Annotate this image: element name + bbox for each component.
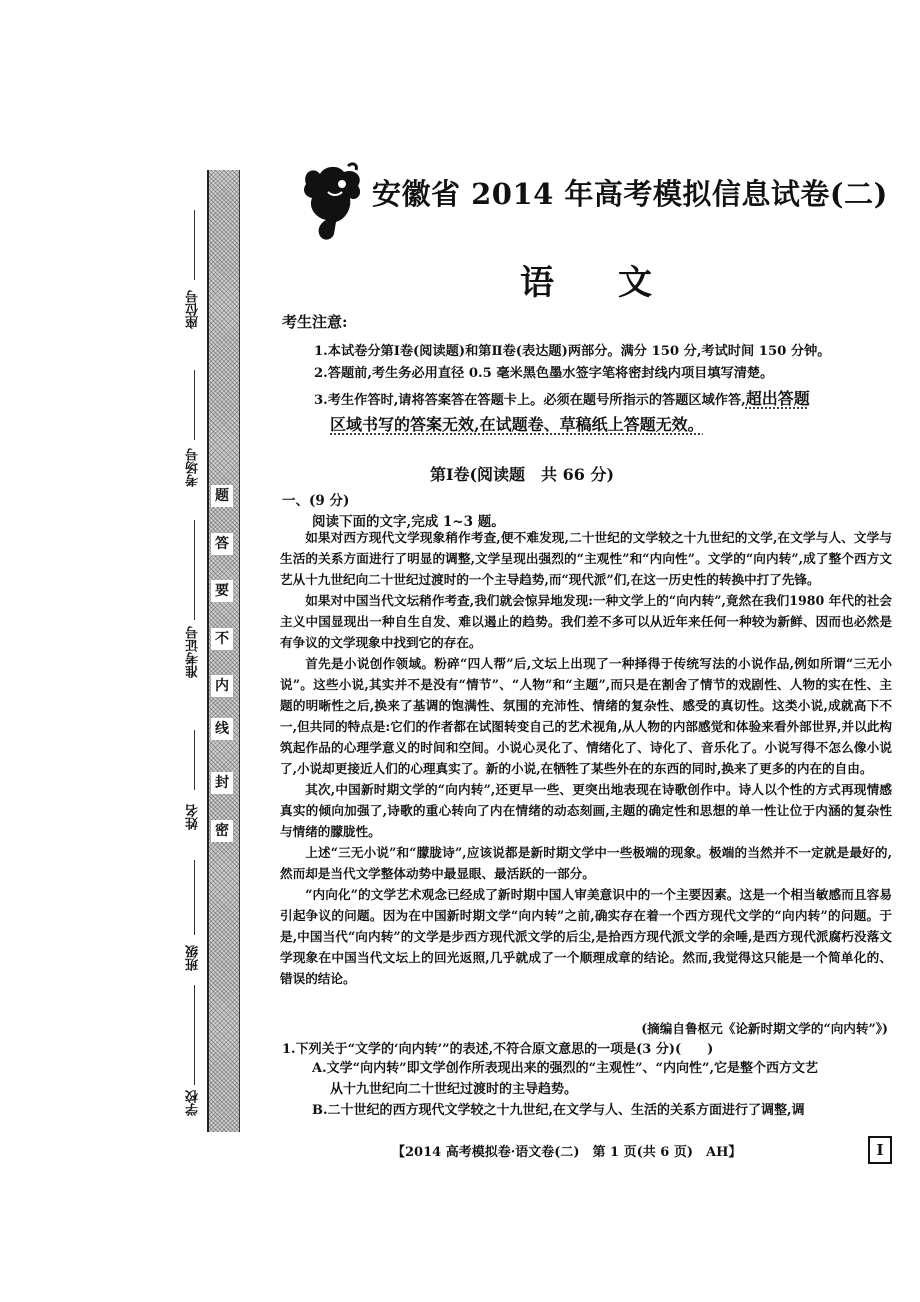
school-fill-line [194, 985, 195, 1085]
passage-paragraph: 其次,中国新时期文学的“向内转”,还更早一些、更突出地表现在诗歌创作中。诗人以个性的方式再现情感真实的倾向加强了,诗歌的重心转向了内在情绪的动态刻画,主题的确定性和思想的单一性让位于内涵的复杂性与情绪的朦胧性。 [280, 782, 892, 839]
seat-fill-line [194, 210, 195, 280]
name-label: 姓名 [186, 804, 201, 830]
option-a: A.文学“向内转”即文学创作所表现出来的强烈的“主观性”、“内向性”,它是整个西方文艺 [312, 1061, 819, 1076]
subject-title: 语文 [520, 263, 716, 303]
publisher-logo-icon [298, 162, 368, 244]
notice-item-text: 3.考生作答时,请将答案答在答题卡上。必须在题号所指示的答题区域作答, [314, 393, 746, 408]
reading-instruction: 阅读下面的文字,完成 1~3 题。 [312, 514, 505, 530]
exam-room-fill-line [194, 370, 195, 440]
seal-char: 答 [211, 533, 233, 555]
seal-char: 密 [211, 820, 233, 842]
notice-emphasis: 超出答题 [745, 389, 810, 408]
seal-char: 封 [211, 772, 233, 794]
admission-fill-line [194, 520, 195, 620]
passage-paragraph: 如果对西方现代文学现象稍作考查,便不难发现,二十世纪的文学较之十九世纪的文学,在文学与人、文学与生活的关系方面进行了明显的调整,文学呈现出强烈的“主观性”和“内向性”。文学的“向内转”,成了整个西方文艺从十九世纪向二十世纪过渡时的一个主导趋势,而“现代派”们,在这一历史性的转换中打了先锋。 [280, 530, 892, 587]
school-label: 学校 [186, 1090, 201, 1116]
passage-paragraph: 如果对中国当代文坛稍作考查,我们就会惊异地发现:一种文学上的“向内转”,竟然在我们1980 年代的社会主义中国显现出一种自生自发、难以遏止的趋势。我们差不多可以从近年来任何一种较为新鲜、因而也必然是有争议的文学现象中找到它的存在。 [280, 593, 892, 650]
passage-paragraph: “内向化”的文学艺术观念已经成了新时期中国人审美意识中的一个主要因素。这是一个相当敏感而且容易引起争议的问题。因为在中国新时期文学“向内转”之前,确实存在着一个西方现代文学的“向内转”的问题。于是,中国当代“向内转”的文学是步西方现代派文学的后尘,是拾西方现代派文学的余唾,是西方现代派腐朽没落文学现象在中国当代文坛上的回光返照,几乎就成了一个顺理成章的结论。然而,我觉得这只能是一个简单化的、错误的结论。 [280, 887, 892, 986]
question-stem: 1.下列关于“文学的‘向内转’”的表述,不符合原文意思的一项是(3 分)( ) [282, 1042, 714, 1057]
part-label: 一、(9 分) [282, 493, 350, 509]
name-fill-line [194, 730, 195, 790]
seal-char: 题 [211, 485, 233, 507]
option-a-continued: 从十九世纪向二十世纪过渡时的主导趋势。 [330, 1082, 578, 1097]
class-fill-line [194, 860, 195, 935]
exam-room-label: 考场号 [186, 448, 201, 487]
passage-paragraph: 首先是小说创作领域。粉碎“四人帮”后,文坛上出现了一种择得于传统写法的小说作品,例如所谓“三无小说”。这些小说,其实并不是没有“情节”、“人物”和“主题”,而只是在割舍了情节的戏剧性、人物的实在性、主题的明晰性之后,换来了基调的饱满性、氛围的充沛性、情绪的复杂性、感受的真切性。这类小说,成就高下不一,但共同的特点是:它们的作者都在试图转变自己的艺术视角,从人物的内部感觉和体验来看外部世界,并以此构筑起作品的心理学意义的时间和空间。小说心灵化了、情绪化了、诗化了、音乐化了。小说写得不怎么像小说了,小说却更接近人们的心理真实了。新的小说,在牺牲了某些外在的东西的同时,换来了更多的内在的自由。 [280, 656, 892, 776]
page-footer: 【2014 高考模拟卷·语文卷(二) 第 1 页(共 6 页) AH】 [392, 1145, 742, 1160]
exam-title: 安徽省 2014 年高考模拟信息试卷(二) [372, 177, 888, 211]
reading-passage [280, 527, 892, 989]
notice-title: 考生注意: [282, 313, 348, 331]
seal-char: 不 [211, 628, 233, 650]
class-label: 班级 [186, 945, 201, 971]
seat-label: 座位号 [186, 290, 201, 329]
notice-emphasis: 区域书写的答案无效,在试题卷、草稿纸上答题无效。 [330, 415, 704, 434]
passage-source: (摘编自鲁枢元《论新时期文学的“向内转”》) [641, 1021, 888, 1036]
notice-item [314, 386, 810, 409]
section-heading: 第Ⅰ卷(阅读题 共 66 分) [430, 465, 615, 484]
seal-char: 内 [211, 675, 233, 697]
seal-line-strip [207, 170, 240, 1132]
seal-char: 要 [211, 580, 233, 602]
passage-paragraph: 上述“三无小说”和“朦胧诗”,应该说都是新时期文学中一些极端的现象。极端的当然并不一定就是最好的,然而却是当代文学整体动势中最显眼、最活跃的一部分。 [280, 845, 892, 881]
volume-mark: Ⅰ [868, 1136, 892, 1164]
notice-item: 1.本试卷分第Ⅰ卷(阅读题)和第Ⅱ卷(表达题)两部分。满分 150 分,考试时间 150 分钟。 [314, 344, 831, 359]
seal-char: 线 [211, 718, 233, 740]
option-b: B.二十世纪的西方现代文学较之十九世纪,在文学与人、生活的关系方面进行了调整,调 [312, 1103, 805, 1118]
notice-item: 2.答题前,考生务必用直径 0.5 毫米黑色墨水签字笔将密封线内项目填写清楚。 [314, 366, 774, 381]
admission-label: 准考证号 [186, 626, 201, 678]
